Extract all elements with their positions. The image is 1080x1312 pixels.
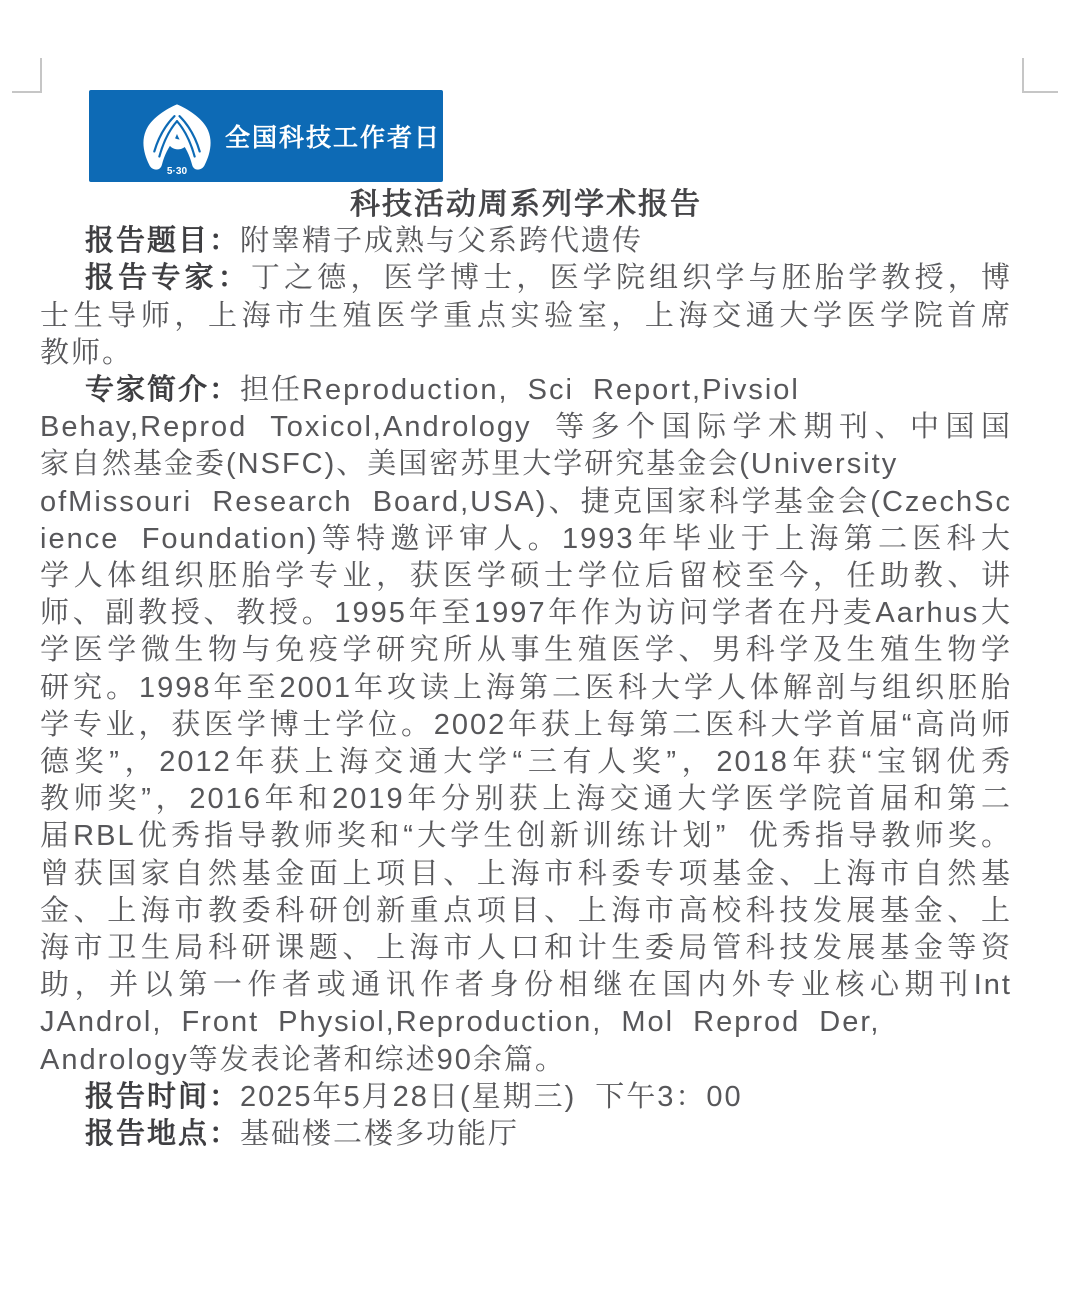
text-line: 德奖”，2012年获上海交通大学“三有人奖”，2018年获“宝钢优秀 — [40, 746, 1012, 779]
field-label: 报告时间： — [85, 1080, 241, 1113]
text-line: 学医学微生物与免疫学研究所从事生殖医学、男科学及生殖生物学 — [40, 634, 1012, 667]
text-line: 学人体组织胚胎学专业，获医学硕士学位后留校至今，任助教、讲 — [40, 560, 1012, 593]
text-line: 研究。1998年至2001年攻读上海第二医科大学人体解剖与组织胚胎 — [40, 671, 1012, 704]
field-label: 报告地点： — [85, 1118, 241, 1151]
report-body — [40, 223, 1012, 1153]
banner-label: 全国科技工作者日 — [225, 124, 442, 152]
text-line: 士生导师，上海市生殖医学重点实验室，上海交通大学医学院首席 — [40, 299, 1012, 332]
text-line: 家自然基金委(NSFC)、美国密苏里大学研究基金会(University — [40, 448, 899, 481]
field-label: 专家简介： — [85, 374, 241, 407]
hands-530-logo-icon — [135, 99, 219, 177]
field-label: 报告专家： — [85, 262, 251, 295]
text-line: 师、副教授、教授。1995年至1997年作为访问学者在丹麦Aarhus大 — [40, 597, 1012, 630]
science-workers-day-banner — [89, 90, 443, 182]
page-corner-mark-right — [1022, 58, 1058, 93]
text-line: Andrology等发表论著和综述90余篇。 — [40, 1043, 566, 1076]
text-line: 专家简介：担任Reproduction, Sci Report,Pivsiol — [85, 374, 800, 407]
text-line: 曾获国家自然基金面上项目、上海市科委专项基金、上海市自然基 — [40, 857, 1012, 890]
field-label: 报告题目： — [85, 225, 241, 258]
text-line: 届RBL优秀指导教师奖和“大学生创新训练计划” 优秀指导教师奖。 — [40, 820, 1012, 853]
text-line: 报告时间：2025年5月28日(星期三) 下午3：00 — [85, 1080, 743, 1113]
text-line: 教师奖”，2016年和2019年分别获上海交通大学医学院首届和第二 — [40, 783, 1012, 816]
text-line: JAndrol, Front Physiol,Reproduction, Mol Reprod Der, — [40, 1006, 881, 1039]
text-line: 报告专家：丁之德，医学博士，医学院组织学与胚胎学教授，博 — [85, 262, 1012, 295]
text-line: 海市卫生局科研课题、上海市人口和计生委局管科技发展基金等资 — [40, 932, 1012, 965]
text-line: ience Foundation)等特邀评审人。1993年毕业于上海第二医科大 — [40, 522, 1012, 555]
text-line: ofMissouri Research Board,USA)、捷克国家科学基金会(CzechSc — [40, 485, 1012, 518]
logo-date-caption: 5·30 — [166, 166, 188, 177]
text-line: Behay,Reprod Toxicol,Andrology 等多个国际学术期刊、中国国 — [40, 411, 1012, 444]
text-line: 学专业，获医学博士学位。2002年获上每第二医科大学首届“高尚师 — [40, 708, 1012, 741]
text-line: 报告地点：基础楼二楼多功能厅 — [85, 1118, 520, 1151]
text-line: 教师。 — [40, 336, 134, 369]
page-corner-mark-left — [12, 58, 42, 93]
text-line: 助，并以第一作者或通讯作者身份相继在国内外专业核心期刊Int — [40, 969, 1012, 1002]
announcement-document — [40, 186, 1012, 1153]
text-line: 金、上海市教委科研创新重点项目、上海市高校科技发展基金、上 — [40, 894, 1012, 927]
document-title: 科技活动周系列学术报告 — [350, 188, 702, 221]
text-line: 报告题目：附睾精子成熟与父系跨代遗传 — [85, 225, 644, 258]
